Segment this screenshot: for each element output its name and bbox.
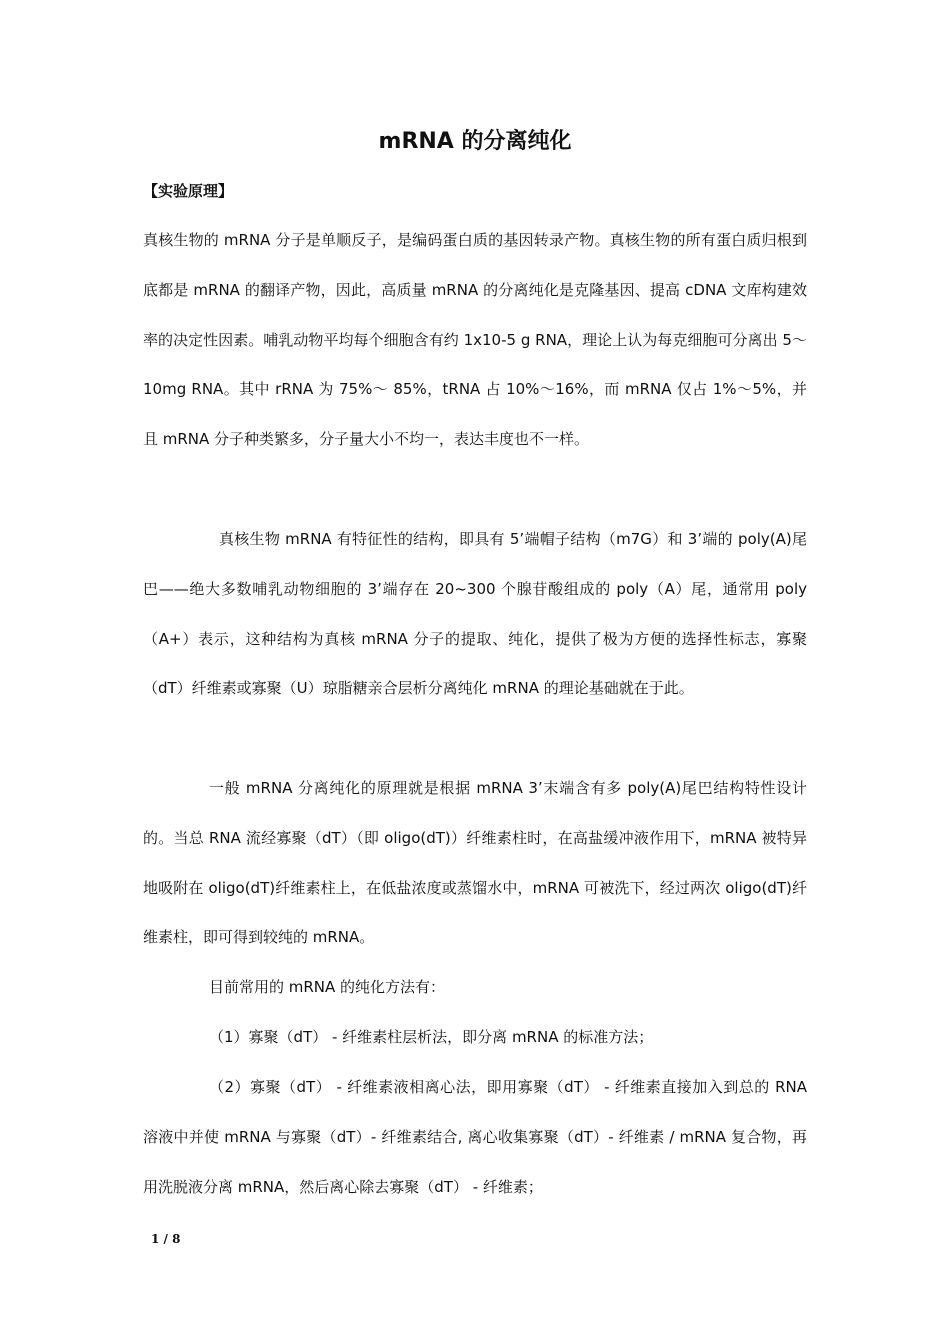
section-heading: 【实验原理】 xyxy=(143,182,234,200)
document-title: mRNA 的分离纯化 xyxy=(378,129,572,154)
methods-intro: 目前常用的 mRNA 的纯化方法有： xyxy=(209,978,446,996)
method-item-1: （1）寡聚（dT） - 纤维素柱层析法，即分离 mRNA 的标准方法； xyxy=(209,1028,654,1046)
paragraph-structure: 真核生物 mRNA 有特征性的结构，即具有 5’端帽子结构（m7G）和 3’端的 poly(A)尾巴——绝大多数哺乳动物细胞的 3’端存在 20~300 个腺苷酸组成的 poly（A）尾，通常用 poly（A+）表示，这种结构为真核 mRNA 分子的提取、纯化，提供了极为方便的选择性标志，寡聚（dT）纤维素或寡聚（U）琼脂糖亲合层析分离纯化 mRNA 的理论基础就在于此。 xyxy=(143,530,807,698)
paragraph-method-principle: 一般 mRNA 分离纯化的原理就是根据 mRNA 3’末端含有多 poly(A)尾巴结构特性设计的。当总 RNA 流经寡聚（dT）（即 oligo(dT)）纤维素柱时，在高盐缓冲液作用下，mRNA 被特异地吸附在 oligo(dT)纤维素柱上，在低盐浓度或蒸馏水中，mRNA 可被洗下，经过两次 oligo(dT)纤维素柱，即可得到较纯的 mRNA。 xyxy=(143,779,807,947)
paragraph-principle: 真核生物的 mRNA 分子是单顺反子，是编码蛋白质的基因转录产物。真核生物的所有蛋白质归根到底都是 mRNA 的翻译产物，因此，高质量 mRNA 的分离纯化是克隆基因、提高 cDNA 文库构建效率的决定性因素。哺乳动物平均每个细胞含有约 1x10-5 g RNA，理论上认为每克细胞可分离出 5～10mg RNA。其中 rRNA 为 75%～ 85%，tRNA 占 10%～16%，而 mRNA 仅占 1%～5%，并且 mRNA 分子种类繁多，分子量大小不均一，表达丰度也不一样。 xyxy=(143,231,807,449)
page-indicator: 1 / 8 xyxy=(151,1232,181,1246)
method-item-2: （2）寡聚（dT） - 纤维素液相离心法，即用寡聚（dT） - 纤维素直接加入到总的 RNA 溶液中并使 mRNA 与寡聚（dT）- 纤维素结合, 离心收集寡聚（dT）- 纤维素 / mRNA 复合物，再用洗脱液分离 mRNA，然后离心除去寡聚（dT） - 纤维素； xyxy=(143,1078,807,1196)
